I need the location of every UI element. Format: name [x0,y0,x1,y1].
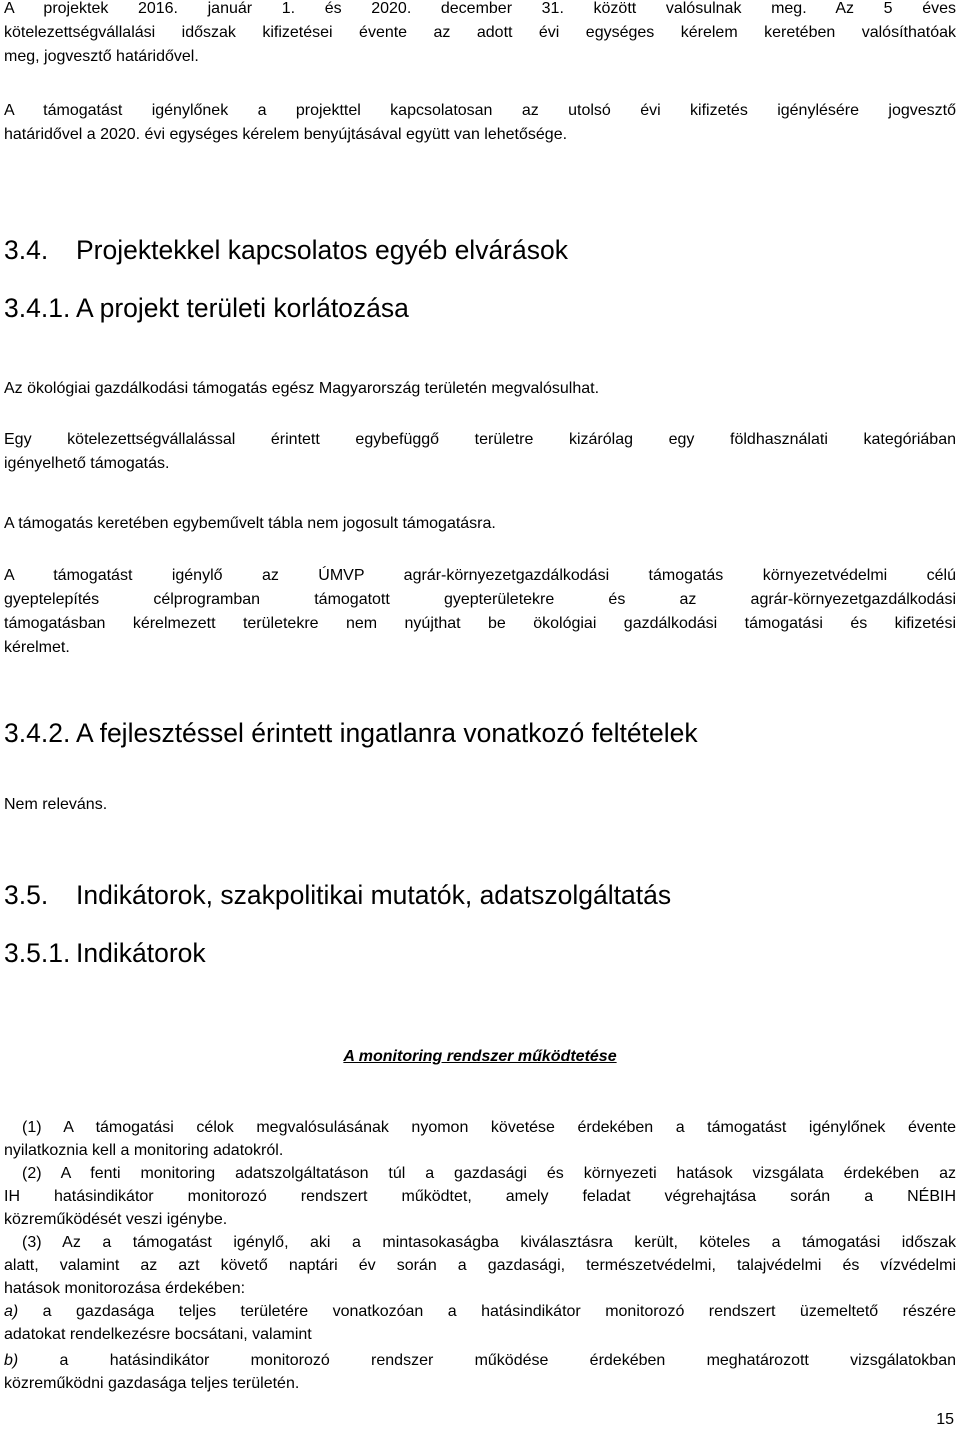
section-title: A fejlesztéssel érintett ingatlanra vonatkozó feltételek [76,718,698,748]
item-label: b) [4,1352,19,1369]
section-title: Indikátorok, szakpolitikai mutatók, adatszolgáltatás [76,880,672,910]
monitoring-item-3: (3) Az a támogatást igénylő, aki a mintasokaságba kiválasztásra került, köteles a támogatási időszak alatt, valamint az azt követő naptári év során a gazdasági, természetvédelmi, talajvédelmi és vízvédelmi hatások monitorozása érdekében: [4,1234,956,1297]
paragraph-umvp-exclusion: A támogatást igénylő az ÚMVP agrár-környezetgazdálkodási támogatás környezetvédelmi célú gyeptelepítés célprogramban támogatott gyepterületekre és az agrár-környezetgazdálkodási támogatásban kérelmezett területekre nem nyújthat be ökológiai gazdálkodási támogatási és kifizetési kérelmet. [4,567,956,656]
item-label: a) [4,1303,19,1320]
section-number: 3.4.1. [4,293,71,323]
section-title: Indikátorok [76,938,206,968]
monitoring-item-3b: b) a hatásindikátor monitorozó rendszer működése érdekében meghatározott vizsgálatokban közreműködni gazdasága teljes területén. [4,1352,956,1392]
page-number: 15 [936,1411,954,1428]
section-title: Projektekkel kapcsolatos egyéb elvárások [76,235,568,265]
section-title: A projekt területi korlátozása [76,293,409,323]
monitoring-item-1: (1) A támogatási célok megvalósulásának nyomon követése érdekében a támogatást igénylőnek évente nyilatkoznia kell a monitoring adatokról. [4,1119,956,1159]
section-number: 3.5. [4,880,49,910]
section-heading-3-4-2 [4,717,698,749]
section-number: 3.4.2. [4,718,71,748]
section-number: 3.5.1. [4,938,71,968]
section-heading-3-4 [4,234,568,266]
section-heading-3-5 [4,879,671,911]
monitoring-item-2: (2) A fenti monitoring adatszolgáltatáson túl a gazdasági és környezeti hatások vizsgálata érdekében az IH hatásindikátor monitorozó rendszert működtet, amely feladat végrehajtása során a NÉBIH közreműködését veszi igénybe. [4,1165,956,1228]
section-heading-3-5-1 [4,937,206,969]
intro-paragraph: A projektek 2016. január 1. és 2020. december 31. között valósulnak meg. Az 5 éves kötelezettségvállalási időszak kifizetései évente az adott évi egységes kérelem keretében valósíthatóak meg, jogvesztő határidővel. [4,0,956,65]
section-heading-3-4-1 [4,292,409,324]
paragraph-area-scope: Az ökológiai gazdálkodási támogatás egész Magyarország területén megvalósulhat. [4,380,600,397]
paragraph-land-category: Egy kötelezettségvállalással érintett egybefüggő területre kizárólag egy földhasználati kategóriában igényelhető támogatás. [4,431,956,472]
section-number: 3.4. [4,235,49,265]
paragraph-not-relevant: Nem releváns. [4,796,108,813]
monitoring-item-3a: a) a gazdasága teljes területére vonatkozóan a hatásindikátor monitorozó rendszert üzemeltető részére adatokat rendelkezésre bocsátani, valamint [4,1303,956,1343]
last-payment-paragraph: A támogatást igénylőnek a projekttel kapcsolatosan az utolsó évi kifizetés igénylésére jogvesztő határidővel a 2020. évi egységes kérelem benyújtásával együtt van lehetősége. [4,102,956,143]
monitoring-title: A monitoring rendszer működtetése [343,1048,617,1065]
paragraph-joint-plot: A támogatás keretében egybeművelt tábla nem jogosult támogatásra. [4,515,496,532]
